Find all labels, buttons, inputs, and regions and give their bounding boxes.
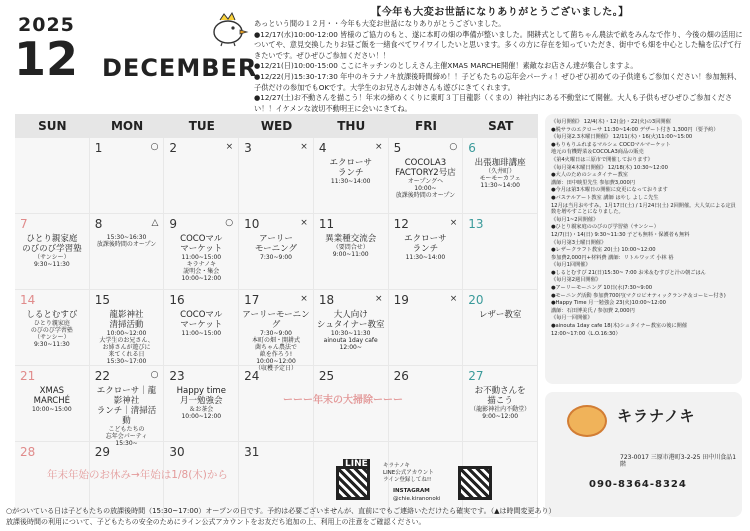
- event-line: Happy time: [176, 386, 226, 396]
- event-line: COCOマル: [180, 310, 223, 320]
- notice-box: [254, 6, 746, 114]
- event-line: 清掃活動: [109, 320, 144, 330]
- day-events: [239, 234, 313, 261]
- event-line: 11:30~14:00: [480, 182, 520, 189]
- sidebar-line: 12/7(日)・14(日) 9:30~11:30 子ども無料・保護者も無料: [551, 231, 690, 238]
- day-events: [463, 386, 537, 420]
- day-events: [239, 310, 313, 372]
- day-number: 5: [393, 141, 402, 155]
- availability-mark: △: [151, 218, 159, 228]
- availability-mark: ×: [300, 294, 308, 304]
- day-number: 13: [468, 217, 484, 231]
- day-cell: [463, 138, 538, 214]
- availability-mark: ×: [300, 142, 308, 152]
- day-number: 23: [169, 369, 185, 383]
- event-line: 10:00~15:00: [32, 406, 72, 413]
- day-number: 21: [20, 369, 36, 383]
- day-number: 15: [94, 293, 110, 307]
- event-line: 11:00~15:00: [181, 330, 222, 337]
- event-line: アーリーモーニング: [242, 310, 310, 330]
- event-line: 15:30~17:00: [106, 358, 147, 365]
- calendar-grid: [15, 138, 538, 518]
- sidebar-line: ●ひとり親家庭ののびのび学習塾（サンシー）: [551, 224, 659, 231]
- day-number: 7: [20, 217, 28, 231]
- weekday-sun: SUN: [38, 119, 67, 133]
- sidebar-line: ●大人のためのシュタイナー教室: [551, 172, 628, 179]
- availability-mark: ×: [225, 142, 234, 152]
- event-line: キラナノキ: [186, 261, 216, 268]
- sidebar-line: ●もりもりふれまるマルシェ COCOマルマーケット: [551, 141, 671, 148]
- day-number: 1: [94, 141, 103, 155]
- weekday-mon: MON: [110, 119, 144, 133]
- weekday-thu: THU: [337, 119, 366, 133]
- sidebar-line: 《毎月第2週目開催》: [551, 277, 601, 284]
- notice-line: ●12/21(日)10:00-15:00 ここにキッチンのとしえさん主催XMAS MARCHE開催！素敵なお店さん達が集合しますよ。: [254, 61, 638, 71]
- day-events: [389, 234, 463, 261]
- event-line: 10:00~12:00: [181, 275, 222, 282]
- sidebar-line: ●モーニング活動 参加費700円(マクロビオティックランチ＆コーヒー付き): [551, 292, 726, 299]
- day-cell: [164, 290, 239, 366]
- sidebar-line: 《第4火曜日は三原市で開催しております》: [551, 156, 653, 163]
- event-line: （久井町）: [485, 168, 516, 175]
- line-label: LINE: [345, 459, 368, 469]
- day-cell: [463, 366, 538, 442]
- event-line: 12:00~: [339, 344, 362, 351]
- day-events: [90, 310, 164, 365]
- day-events: [15, 234, 89, 268]
- year-label: 2025: [18, 14, 75, 36]
- event-line: （サンシー）: [34, 254, 70, 261]
- event-line: （龍影神社内不動堂）: [470, 406, 531, 413]
- event-line: XMAS: [39, 386, 65, 396]
- day-cell: [314, 214, 389, 290]
- event-line: 龍影神社: [109, 310, 144, 320]
- event-line: 9:30~11:30: [33, 341, 70, 348]
- day-number: 16: [169, 293, 185, 307]
- day-number: 22: [94, 369, 110, 383]
- line-qr-text: キラナノキ LINE公式アカウント ライン登録してね!!: [383, 463, 434, 483]
- event-line: マーケット: [180, 320, 223, 330]
- event-line: 来てくれる日: [108, 351, 145, 358]
- day-cell: [239, 214, 314, 290]
- event-line: ainouta 1day cafe: [323, 337, 378, 344]
- day-events: [90, 234, 164, 248]
- event-line: 本町の畑・開耕式: [251, 337, 300, 344]
- event-line: 10:00~: [414, 185, 437, 192]
- day-cell: [90, 138, 165, 214]
- event-line: 10:30~11:30: [330, 330, 371, 337]
- availability-mark: ×: [375, 142, 383, 152]
- shop-logo-text: キラナノキ: [617, 407, 696, 425]
- sidebar-line: ●アーリーモーニング 10日(水)7:30~9:00: [551, 285, 653, 292]
- event-line: 説明会・集会: [183, 268, 220, 275]
- day-number: 12: [393, 217, 409, 231]
- day-cell: [90, 290, 165, 366]
- sidebar-line: ●バステルアート教室 講師 はやし よしこ先生: [551, 194, 659, 201]
- event-line: 7:30~9:00: [260, 330, 292, 337]
- day-cell: [90, 214, 165, 290]
- day-number: 31: [244, 445, 260, 459]
- sidebar-line: 講師：田中映里先生 参加費3,000円: [551, 179, 635, 186]
- day-number: 18: [318, 293, 335, 307]
- event-line: FACTORY2号店: [395, 168, 456, 178]
- month-name: DECEMBER: [102, 54, 258, 82]
- day-number: 4: [318, 141, 327, 155]
- notice-line: ●12/27(土)お不動さんを描こう！年末の締めくくりに東町３丁目龍影（くまの）神社内にある不動堂にて開催。大人も子供もぜひぜひご参加ください！！イケメンな波切不動明王に会いにきてね。: [254, 93, 733, 113]
- event-line: 10:00~12:00: [181, 413, 222, 420]
- sidebar-line: ●脱サラのエクローサ 11:30~14:00 デザート付き 1,300円（要予約）: [551, 126, 719, 133]
- availability-mark: ○: [150, 370, 159, 380]
- day-cell: [314, 290, 389, 366]
- weekday-header: [15, 114, 538, 138]
- availability-mark: ○: [449, 142, 458, 152]
- notice-line: ●12/17(水)10:00-12:00 皆様のご協力のもと、遂に本町の畑の準備が整いました。開耕式として菌ちゃん農法で畝をみんなで作り、今後の畑の活用についてや、意見交換したりお昼ご飯を一緒食べてワイワイしたいと思います。多くの方に存在を知っていただき、街中でも畑を中心とした輪を広げて行きたいです。ぜひぜひご参加ください！！: [254, 29, 743, 60]
- availability-mark: ○: [150, 142, 159, 152]
- sidebar-line: 地元の有機野菜＆COCOLA3商品の販売: [551, 149, 644, 156]
- sidebar-line: 12:00~17:00（L.O.16:30）: [551, 330, 621, 337]
- event-line: エクローサ: [404, 234, 447, 244]
- event-line: 出張珈琲講座: [474, 158, 526, 168]
- event-line: ひとり親家庭: [33, 320, 70, 327]
- day-events: [463, 158, 537, 189]
- cleanup-banner: ーーー年末の大掃除ーーー: [283, 395, 403, 406]
- sidebar-line: 《毎月第3土曜日開催》: [551, 239, 607, 246]
- event-line: （要問合せ）: [332, 244, 369, 251]
- weekday-sat: SAT: [488, 119, 514, 133]
- weekday-fri: FRI: [415, 119, 437, 133]
- day-number: 9: [169, 217, 178, 231]
- day-events: [164, 310, 238, 337]
- day-number: 2: [169, 141, 178, 155]
- event-line: 10:00~12:00: [256, 358, 296, 365]
- day-events: [164, 386, 238, 420]
- sidebar-line: ●Happy Time 月一勉強会 23(火)10:00~12:00: [551, 300, 666, 307]
- sidebar-line: ●レザークラフト教室 20(土) 10:00~12:00: [551, 247, 656, 254]
- day-number: 24: [244, 369, 260, 383]
- event-line: のびのび学習塾: [22, 244, 82, 254]
- sidebar-line: 参加費2,000円+材料費 講師：リトルワッズ 小林 裕: [551, 254, 674, 261]
- event-line: MARCHÉ: [33, 396, 71, 406]
- day-number: 25: [318, 369, 335, 383]
- day-number: 26: [393, 369, 409, 383]
- event-line: 9:30~11:30: [33, 261, 70, 268]
- event-line: ひとり親家庭: [26, 234, 78, 244]
- event-line: （収穫予定日）: [254, 365, 297, 372]
- day-cell: [164, 138, 239, 214]
- availability-mark: ×: [375, 294, 383, 304]
- event-line: 9:00~11:00: [332, 251, 369, 258]
- day-cell: [239, 290, 314, 372]
- sidebar-line: 《毎月1~2回開催》: [551, 216, 599, 223]
- sidebar-line: 講師：石田博美氏 / 参加費 2,000円: [551, 307, 635, 314]
- availability-mark: ×: [300, 218, 308, 228]
- day-events: [15, 386, 89, 413]
- instagram-handle: @chie.kiranonoki: [393, 496, 441, 502]
- day-number: 28: [20, 445, 36, 459]
- event-line: 放課後時間のオープン: [96, 241, 157, 248]
- day-events: [90, 386, 164, 447]
- event-line: 畝を作ろう!: [259, 351, 293, 358]
- day-number: 6: [468, 141, 476, 155]
- event-line: シュタイナー教室: [316, 320, 385, 330]
- day-cell: [314, 138, 389, 214]
- event-line: COCOマル: [180, 234, 223, 244]
- day-cell: [239, 138, 314, 214]
- event-line: マーケット: [180, 244, 223, 254]
- day-number: 3: [244, 141, 252, 155]
- sidebar-line: 《毎月開催》 12/4(木)・12(金)・22(火)の3回開催: [551, 119, 671, 125]
- day-number: 20: [468, 293, 484, 307]
- event-line: 15:30~16:30: [106, 234, 147, 241]
- day-events: [15, 310, 89, 348]
- day-events: [314, 310, 388, 351]
- event-line: 11:30~14:00: [330, 178, 371, 185]
- event-line: レザー教室: [478, 310, 522, 320]
- day-events: [463, 310, 537, 320]
- event-line: 7:30~9:00: [260, 254, 292, 261]
- day-cell: [15, 138, 90, 214]
- event-line: 11:30~14:00: [405, 254, 446, 261]
- event-line: ランチ: [337, 168, 364, 178]
- day-cell: [164, 366, 239, 442]
- notice-line: あっという間の１２月・・今年も大変お世話になりありがとうございました。: [254, 19, 506, 28]
- event-line: モーニング: [254, 244, 297, 254]
- sidebar-line: ●今月は第3木曜日の開催に変更になっております: [551, 187, 668, 194]
- shop-logo-icon: [567, 405, 607, 437]
- event-line: お姉さんが遊びに: [102, 344, 151, 351]
- event-line: 菌ちゃん農法で: [254, 344, 297, 351]
- sidebar-line: 《毎月第4木曜日開催》 12/18(木) 10:30~12:00: [551, 164, 668, 171]
- day-cell: [15, 214, 90, 290]
- bird-mascot-icon: [206, 8, 250, 46]
- event-line: 15:30~: [115, 440, 138, 447]
- schedule-sidebar: [545, 114, 742, 384]
- day-cell: [90, 366, 165, 447]
- notice-line: ●12/22(月)15:30-17:30 年中のキラナノキ放課後時間締め！！子どもたちの忘年会パーティ！ぜひぜひ初めての子供達もご参加ください！参加無料、子供だけの参加でもOKです。大学生のお兄さんお姉さんも遊びにきてくれます。: [254, 71, 742, 92]
- day-cell: [463, 214, 538, 290]
- day-events: [164, 234, 238, 282]
- day-number: 8: [94, 217, 103, 231]
- day-number: 29: [94, 445, 110, 459]
- event-line: のびのび学習塾: [30, 327, 73, 334]
- event-line: アーリー: [259, 234, 293, 244]
- calendar: [15, 114, 538, 518]
- shop-address: 723-0017 三原市港町3-2-25 田中川食品1階: [620, 454, 737, 468]
- event-line: エクローサ｜龍影神社: [96, 386, 157, 406]
- sidebar-line: 12月は当月おやすみ。1月17日(土) / 1月24日(土) 2回開催。大人気による定員数を増やすことになりました。: [551, 202, 736, 216]
- event-line: ＆お茶会: [189, 406, 214, 413]
- availability-mark: ×: [449, 218, 458, 228]
- day-events: [389, 158, 463, 199]
- event-line: （サンシー）: [34, 334, 70, 341]
- event-line: 大人向け: [333, 310, 368, 320]
- event-line: 11:00~15:00: [181, 254, 222, 261]
- weekday-tue: TUE: [188, 119, 215, 133]
- event-line: エクローサ: [329, 158, 372, 168]
- event-line: モーモーカフェ: [479, 175, 521, 182]
- sidebar-line: ●ainouta 1day cafe 18(木)シュタイナー教室の後に開催: [551, 323, 688, 330]
- sidebar-line: 《毎月一回開催》: [551, 315, 593, 322]
- footer-line: ○がついている日は子どもたちの放課後時間（15:30~17:00）オープンの日です。予約は必要ございませんが、直前にでもご連絡いただけたら確実です。（▲は時間変更あり）: [6, 507, 556, 515]
- day-number: 14: [20, 293, 36, 307]
- day-number: 10: [244, 217, 260, 231]
- event-line: こどもたちの: [108, 426, 145, 433]
- day-cell: [389, 214, 464, 290]
- day-events: [314, 158, 388, 185]
- line-qr-icon[interactable]: [336, 466, 370, 500]
- event-line: ランチ: [412, 244, 439, 254]
- event-line: COCOLA3: [404, 158, 447, 168]
- instagram-label: INSTAGRAM: [393, 488, 430, 494]
- event-line: 忘年会パーティ: [105, 433, 148, 440]
- availability-mark: ○: [225, 218, 234, 228]
- day-cell: [15, 366, 90, 442]
- event-line: オープングヘ: [407, 178, 444, 185]
- notice-title: 【今年も大変お世話になりありがとうございました。】: [371, 7, 629, 18]
- event-line: ランチ｜清掃活動: [96, 406, 157, 426]
- shop-phone[interactable]: 090-8364-8324: [589, 479, 687, 490]
- availability-mark: ×: [449, 294, 458, 304]
- day-number: 11: [318, 217, 335, 231]
- day-number: 30: [169, 445, 185, 459]
- event-line: 10:00~12:00: [106, 330, 147, 337]
- event-line: 異業種交流会: [325, 234, 377, 244]
- event-line: 描こう: [487, 396, 513, 406]
- day-number: 27: [468, 369, 484, 383]
- weekday-wed: WED: [260, 119, 293, 133]
- sidebar-line: 《毎月1回開催》: [551, 262, 591, 269]
- day-cell: [15, 290, 90, 366]
- event-line: 月一勉強会: [180, 396, 223, 406]
- day-number: 17: [244, 293, 260, 307]
- footer-line: 放課後時間の利用について、子どもたちの安全のためにライン公式アカウントをお友だち追加の上、利用上の注意をご確認ください。: [6, 518, 426, 526]
- event-line: 9:00~12:00: [482, 413, 519, 420]
- event-line: 放課後時間のオープン: [395, 192, 456, 199]
- footer-notes: [6, 506, 746, 528]
- day-cell: [389, 138, 464, 214]
- event-line: お不動さんを: [474, 386, 526, 396]
- day-events: [314, 234, 388, 258]
- sidebar-line: 《毎月第2.3木曜日開催》 12/11(木)・16(火)11:00~15:00: [551, 134, 693, 141]
- day-cell: [164, 214, 239, 290]
- instagram-qr-icon[interactable]: [458, 466, 492, 500]
- day-number: 19: [393, 293, 409, 307]
- month-number: 12: [14, 32, 79, 86]
- event-line: しるとむすび: [26, 310, 78, 320]
- day-cell: [389, 290, 464, 366]
- event-line: 大学生のお兄さん、: [99, 337, 154, 344]
- sidebar-line: ●しるとむすび 21(日)15:30~ 7:00 お米＆むすびと汁の朝ごはん: [551, 269, 706, 276]
- holiday-banner: 年末年始のお休み→年始は1/8(木)から: [47, 469, 228, 481]
- day-cell: [463, 290, 538, 366]
